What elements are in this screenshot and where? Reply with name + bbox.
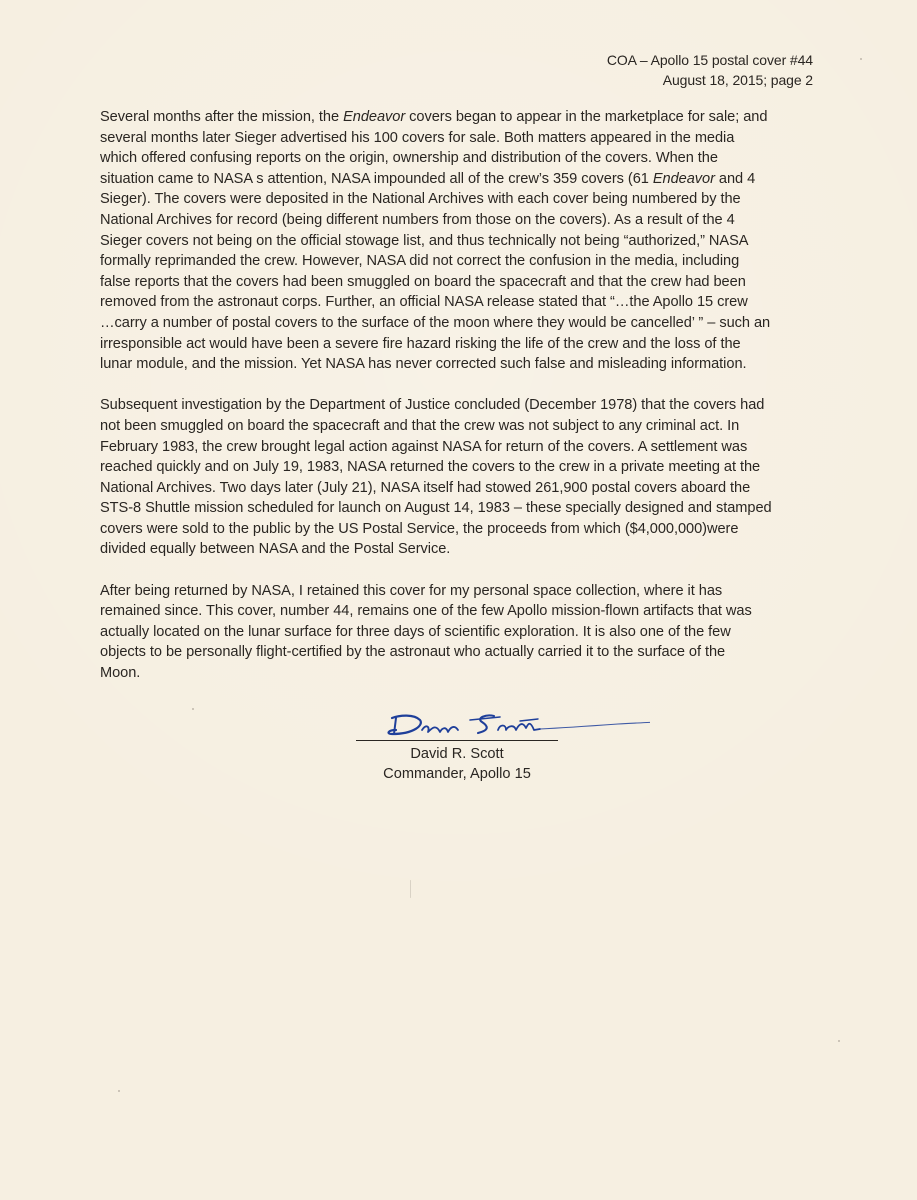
text-line [100,601,816,622]
handwritten-signature [370,706,650,742]
text-run: and 4 [714,170,756,187]
text-line [100,292,816,313]
text-run: false reports that the covers had been smuggled on board the spacecraft and that the crew had been [100,273,746,290]
text-run: lunar module, and the mission. Yet NASA has never corrected such false and misleading information. [100,356,747,373]
text-run: objects to be personally flight-certified by the astronaut who actually carried it to the surface of the [100,644,726,661]
signature-block [356,706,656,796]
text-line [100,334,816,355]
paper-speck [118,1090,120,1092]
text-line [100,539,816,560]
text-line [100,519,816,540]
text-run: removed from the astronaut corps. Further, an official NASA release stated that “…the Apollo 15 crew [100,294,748,311]
text-line [100,642,816,663]
page-header [607,50,813,90]
text-run: several months later Sieger advertised his 100 covers for sale. Both matters appeared in the media [100,129,735,146]
text-line [100,189,816,210]
signer-name: David R. Scott [410,746,504,762]
text-line [100,416,816,437]
text-line [100,169,816,190]
text-run: formally reprimanded the crew. However, NASA did not correct the confusion in the media, including [100,253,740,270]
text-line [100,272,816,293]
text-run: Sieger). The covers were deposited in the National Archives with each cover being numbered by the [100,191,741,208]
signer-title: Commander, Apollo 15 [383,766,531,782]
text-run: irresponsible act would have been a severe fire hazard risking the life of the crew and the loss of the [100,335,741,352]
text-run: …carry a number of postal covers to the surface of the moon where they would be cancelled’ ” – such an [100,314,771,331]
text-line [100,395,816,416]
text-line [100,210,816,231]
text-line [100,663,816,684]
body-paragraph [100,581,816,684]
text-line [100,581,816,602]
header-document-title: COA – Apollo 15 postal cover #44 [606,52,813,68]
text-run: situation came to NASA s attention, NASA impounded all of the crew’s 359 covers (61 [100,170,653,187]
text-run: actually located on the lunar surface for three days of scientific exploration. It is also one of the few [100,623,731,640]
text-run: After being returned by NASA, I retained this cover for my personal space collection, where it has [100,582,723,599]
signature-line [356,740,558,741]
paper-speck [192,708,194,710]
text-line [100,457,816,478]
header-date-page: August 18, 2015; page 2 [662,72,813,88]
text-run: STS-8 Shuttle mission scheduled for launch on August 14, 1983 – these specially designed and stamped [100,500,772,517]
italic-ship-name: Endeavor [343,109,406,125]
text-line [100,437,816,458]
body-paragraph [100,395,816,560]
text-line [100,498,816,519]
text-line [100,354,816,375]
text-run: Subsequent investigation by the Department of Justice concluded (December 1978) that the covers had [100,397,765,414]
text-line [100,313,816,334]
text-run: National Archives for record (being different numbers from those on the covers). As a result of the 4 [100,211,735,228]
text-run: Moon. [100,665,141,682]
text-line [100,478,816,499]
text-run: remained since. This cover, number 44, remains one of the few Apollo mission-flown artifacts that was [100,603,752,620]
text-line [100,251,816,272]
paper-crease [410,880,411,898]
text-run: not been smuggled on board the spacecraft and that the crew was not subject to any criminal act. In [100,417,740,434]
text-line [100,148,816,169]
italic-ship-name: Endeavor [652,170,715,187]
text-line [100,107,816,128]
body-paragraph [100,107,816,375]
text-line [100,231,816,252]
paper-speck [838,1040,840,1042]
text-run: divided equally between NASA and the Postal Service. [100,541,451,558]
text-run: which offered confusing reports on the origin, ownership and distribution of the covers. When the [100,150,718,167]
letter-body [100,107,816,704]
paper-speck [860,58,862,60]
text-line [100,622,816,643]
text-run: covers were sold to the public by the US Postal Service, the proceeds from which ($4,000,000)were [100,520,739,537]
text-run: Several months after the mission, the [100,109,344,125]
text-run: February 1983, the crew brought legal action against NASA for return of the covers. A settlement was [100,438,748,455]
text-run: covers began to appear in the marketplace for sale; and [405,109,768,125]
text-line [100,128,816,149]
text-run: Sieger covers not being on the official stowage list, and thus technically not being “authorized,” NASA [100,232,749,249]
text-run: reached quickly and on July 19, 1983, NASA returned the covers to the crew in a private meeting at the [100,459,761,476]
text-run: National Archives. Two days later (July 21), NASA itself had stowed 261,900 postal covers aboard the [100,479,751,496]
